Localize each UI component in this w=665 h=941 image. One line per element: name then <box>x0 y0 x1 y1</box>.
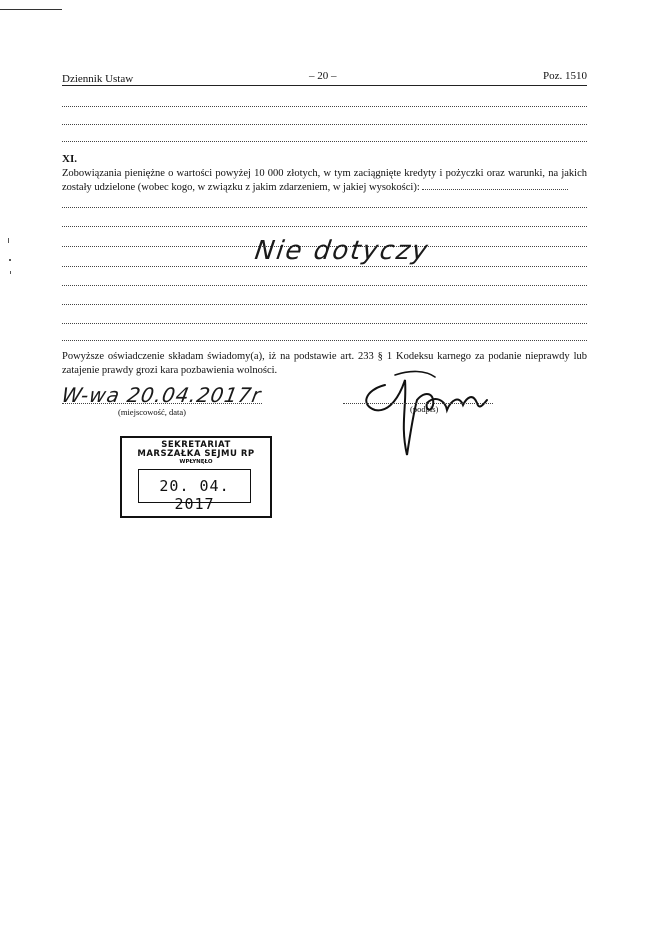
signature-image <box>355 365 505 465</box>
answer-line <box>62 266 587 267</box>
section-number: XI. <box>62 153 77 165</box>
reception-stamp <box>120 436 272 518</box>
answer-line <box>62 340 587 341</box>
dotted-line <box>62 106 587 107</box>
handwritten-answer: Nie dotyczy <box>252 236 432 266</box>
scan-speck <box>8 238 9 243</box>
stamp-received: WPŁYNĘŁO <box>179 459 213 465</box>
question-text: Zobowiązania pieniężne o wartości powyżej 10 000 złotych, w tym zaciągnięte kredyty i pożyczki oraz warunki, na jakich zostały udzielone (wobec kogo, w związku z jakim zdarzeniem, w jakiej wysokości): <box>62 168 587 193</box>
dotted-line <box>62 141 587 142</box>
handwritten-place-date: W-wa 20.04.2017r <box>59 383 264 407</box>
section-question <box>62 167 587 195</box>
declaration-text: Powyższe oświadczenie składam świadomy(a), iż na podstawie art. 233 § 1 Kodeksu karnego za podanie nieprawdy lub zatajenie prawdy grozi kara pozbawienia wolności. <box>62 351 587 376</box>
answer-line <box>62 304 587 305</box>
answer-line <box>62 323 587 324</box>
scan-speck <box>9 259 11 261</box>
stamp-date-box <box>138 469 251 513</box>
answer-line <box>62 226 587 227</box>
stamp-date: 20. 04. 2017 <box>159 477 230 513</box>
journal-name: Dziennik Ustaw <box>62 73 134 85</box>
signature-label: (podpis) <box>410 404 439 414</box>
stamp-office: SEKRETARIAT <box>161 440 231 450</box>
answer-dotted-fill <box>422 181 568 190</box>
place-date-line <box>62 403 262 404</box>
answer-line <box>62 207 587 208</box>
page-header <box>62 70 587 86</box>
scan-speck <box>10 271 11 274</box>
position-number: Poz. 1510 <box>543 70 587 82</box>
answer-line <box>62 285 587 286</box>
dotted-line <box>62 124 587 125</box>
top-edge-rule <box>0 9 62 10</box>
stamp-institution: MARSZAŁKA SEJMU RP <box>137 449 255 459</box>
header-rule <box>62 85 587 86</box>
page-number: – 20 – <box>309 70 337 82</box>
place-date-label: (miejscowość, data) <box>118 407 186 417</box>
